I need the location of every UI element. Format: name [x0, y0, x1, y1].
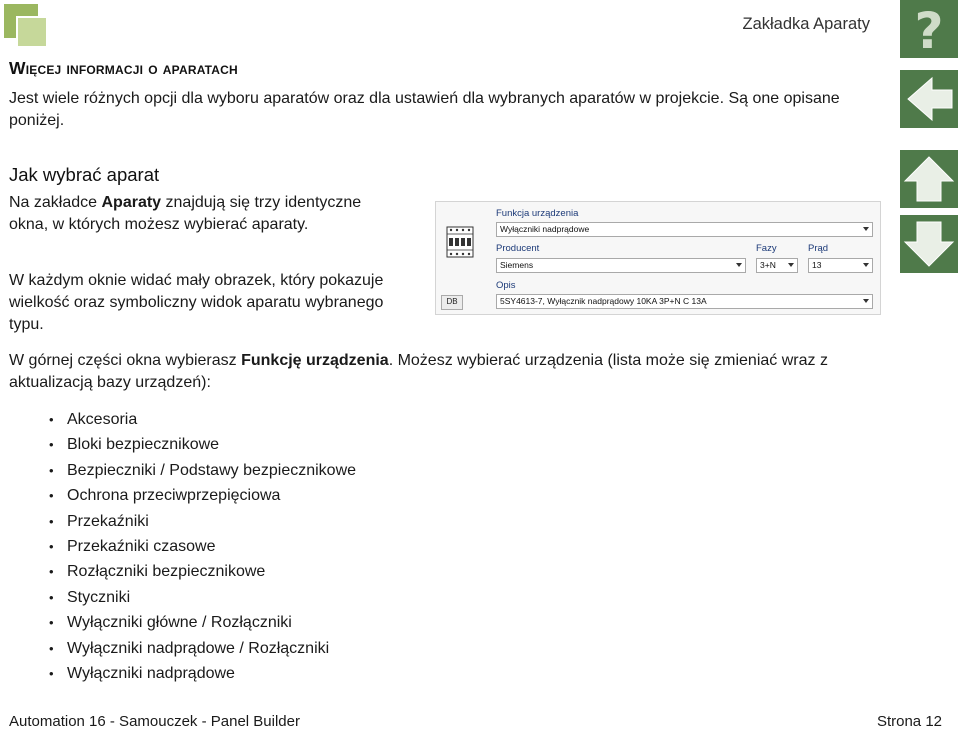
back-button[interactable] [900, 70, 958, 128]
device-preview-icon [446, 226, 474, 258]
logo [4, 4, 50, 50]
footer-document-title: Automation 16 - Samouczek - Panel Builder [9, 713, 300, 730]
phases-select[interactable] [756, 258, 798, 273]
section-heading: Więcej informacji o aparatach [9, 58, 238, 78]
list-item: • Akcesoria [48, 407, 356, 432]
subsection-heading: Jak wybrać aparat [9, 164, 160, 185]
description-label: Opis [496, 280, 516, 291]
list-item: • Przekaźniki [48, 509, 356, 534]
chevron-down-icon [736, 263, 742, 267]
bold-aparaty: Aparaty [101, 194, 162, 211]
description-select[interactable] [496, 294, 873, 309]
footer-page-number: Strona 12 [876, 713, 942, 730]
description-select-value: 5SY4613-7, Wyłącznik nadprądowy 10KA 3P+N C 13A [500, 296, 707, 306]
current-label: Prąd [808, 243, 829, 254]
list-item: • Wyłączniki nadprądowe / Rozłączniki [48, 636, 356, 661]
chevron-down-icon [863, 227, 869, 231]
chevron-down-icon [863, 263, 869, 267]
producer-select-value: Siemens [500, 260, 534, 270]
down-button[interactable] [900, 215, 958, 273]
paragraph-function: W górnej części okna wybierasz Funkcję urządzenia. Możesz wybierać urządzenia (lista może się zmieniać wraz z aktualizacją bazy urządzeń): [9, 352, 828, 391]
function-label: Funkcja urządzenia [496, 208, 579, 219]
list-item: • Wyłączniki główne / Rozłączniki [48, 610, 356, 635]
db-button[interactable]: DB [441, 295, 463, 310]
current-select[interactable] [808, 258, 873, 273]
up-button[interactable] [900, 150, 958, 208]
up-arrow-icon [900, 150, 958, 208]
list-item: • Ochrona przeciwprzepięciowa [48, 483, 356, 508]
list-item: • Bloki bezpiecznikowe [48, 432, 356, 457]
bold-function: Funkcję urządzenia [241, 352, 389, 369]
list-item: • Bezpieczniki / Podstawy bezpiecznikowe [48, 458, 356, 483]
chevron-down-icon [788, 263, 794, 267]
producer-label: Producent [496, 243, 540, 254]
help-glyph: ? [914, 2, 944, 58]
help-icon [900, 0, 958, 58]
phases-label: Fazy [756, 243, 777, 254]
paragraph-tabs: Na zakładce Aparaty znajdują się trzy identyczne okna, w których możesz wybierać aparaty. [9, 194, 362, 233]
help-button[interactable] [900, 0, 958, 58]
back-arrow-icon [900, 70, 958, 128]
list-item: • Rozłączniki bezpiecznikowe [48, 559, 356, 584]
phases-select-value: 3+N [760, 260, 776, 270]
paragraph-preview: W każdym oknie widać mały obrazek, który pokazuje wielkość oraz symboliczny widok aparatu wybranego typu. [9, 272, 384, 333]
intro-paragraph: Jest wiele różnych opcji dla wyboru aparatów oraz dla ustawień dla wybranych aparatów w projekcie. Są one opisane poniżej. [9, 90, 840, 129]
list-item: • Styczniki [48, 585, 356, 610]
producer-select[interactable] [496, 258, 746, 273]
function-select-value: Wyłączniki nadprądowe [500, 224, 590, 234]
list-item: • Przekaźniki czasowe [48, 534, 356, 559]
device-selection-panel [435, 201, 881, 315]
down-arrow-icon [900, 215, 958, 273]
device-function-list [48, 407, 356, 686]
header-title: Zakładka Aparaty [742, 15, 870, 33]
chevron-down-icon [863, 299, 869, 303]
current-select-value: 13 [812, 260, 822, 270]
logo-square-light [16, 16, 48, 48]
list-item: • Wyłączniki nadprądowe [48, 661, 356, 686]
function-select[interactable] [496, 222, 873, 237]
